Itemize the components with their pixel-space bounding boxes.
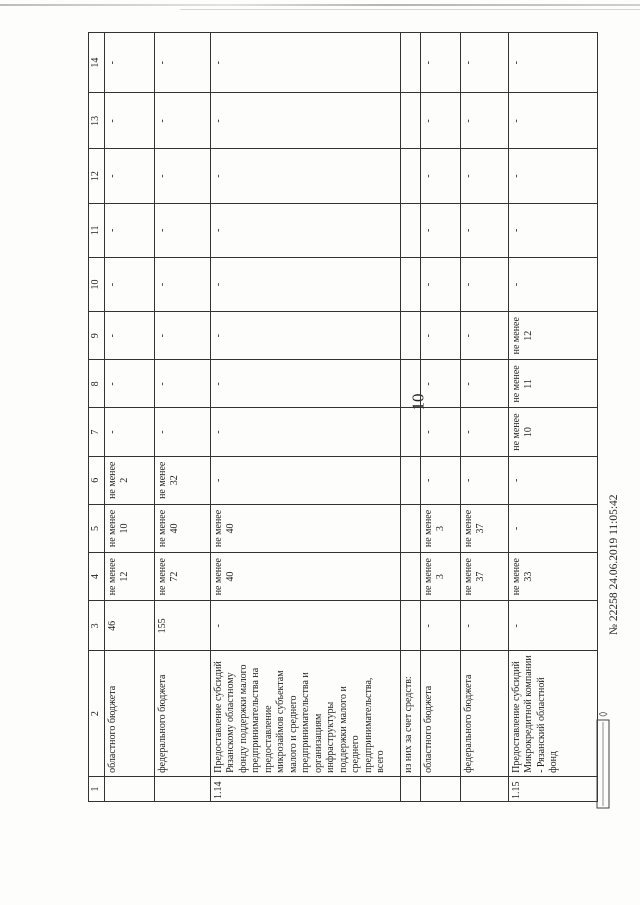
row-description: областного бюджета: [420, 651, 460, 776]
cell: -: [460, 456, 508, 504]
table-row: [460, 33, 508, 802]
cell: [400, 360, 420, 408]
cell: [400, 33, 420, 93]
cell: [400, 601, 420, 651]
cell: -: [210, 93, 400, 149]
cell: -: [104, 312, 154, 360]
row-number: [104, 776, 154, 801]
cell: -: [104, 93, 154, 149]
cell: [400, 456, 420, 504]
column-header: 4: [89, 553, 105, 601]
cell: -: [154, 312, 210, 360]
table-row: [508, 33, 598, 802]
row-description: Предоставление субсидий Рязанскому областному фонду поддержки малого предпринимательства на предоставление микрозаймов субъектам малого и среднего предпринимательства и организациям инфраструктуры поддержки малого и среднего предпринимательства, всего: [210, 651, 400, 776]
cell: [400, 203, 420, 257]
cell: не менее 72: [154, 553, 210, 601]
cell: -: [154, 360, 210, 408]
cell: -: [420, 601, 460, 651]
cell: -: [460, 149, 508, 203]
cell: не менее 10: [104, 504, 154, 552]
row-description: федерального бюджета: [460, 651, 508, 776]
cell: -: [508, 601, 598, 651]
page-number: 10: [408, 393, 428, 411]
cell: -: [104, 33, 154, 93]
cell: -: [104, 149, 154, 203]
cell: -: [508, 456, 598, 504]
cell: не менее 33: [508, 553, 598, 601]
signature-stamp-icon: [593, 712, 613, 812]
cell: 46: [104, 601, 154, 651]
header-row: [89, 33, 105, 802]
cell: -: [210, 408, 400, 456]
cell: -: [210, 312, 400, 360]
cell: [400, 257, 420, 311]
cell: не менее 37: [460, 553, 508, 601]
cell: не менее 3: [420, 553, 460, 601]
cell: -: [154, 257, 210, 311]
cell: -: [508, 93, 598, 149]
cell: не менее 12: [104, 553, 154, 601]
cell: не менее 10: [508, 408, 598, 456]
document-registration-stamp: № 22258 24.06.2019 11:05:42: [608, 494, 620, 635]
column-header: 9: [89, 312, 105, 360]
row-description: из них за счет средств:: [400, 651, 420, 776]
table-row: [154, 33, 210, 802]
cell: -: [210, 33, 400, 93]
cell: -: [460, 257, 508, 311]
row-number: [154, 776, 210, 801]
cell: -: [210, 149, 400, 203]
cell: -: [460, 601, 508, 651]
cell: -: [210, 456, 400, 504]
cell: -: [508, 504, 598, 552]
cell: -: [210, 257, 400, 311]
table-row: [104, 33, 154, 802]
cell: не менее 12: [508, 312, 598, 360]
cell: [400, 93, 420, 149]
cell: -: [420, 312, 460, 360]
scan-artifact: [0, 4, 640, 6]
cell: 155: [154, 601, 210, 651]
table-row: [400, 33, 420, 802]
cell: не менее 32: [154, 456, 210, 504]
cell: не менее 2: [104, 456, 154, 504]
cell: -: [460, 408, 508, 456]
column-header: 7: [89, 408, 105, 456]
column-header: 13: [89, 93, 105, 149]
cell: -: [210, 360, 400, 408]
column-header: 2: [89, 651, 105, 776]
row-number: [420, 776, 460, 801]
cell: -: [460, 33, 508, 93]
cell: -: [154, 408, 210, 456]
cell: не менее 40: [210, 553, 400, 601]
column-header: 14: [89, 33, 105, 93]
column-header: 5: [89, 504, 105, 552]
cell: -: [210, 601, 400, 651]
scan-artifact: [180, 9, 640, 10]
cell: -: [420, 257, 460, 311]
cell: -: [104, 360, 154, 408]
cell: не менее 40: [154, 504, 210, 552]
cell: не менее 37: [460, 504, 508, 552]
cell: -: [460, 203, 508, 257]
column-header: 3: [89, 601, 105, 651]
cell: -: [104, 203, 154, 257]
cell: -: [104, 408, 154, 456]
cell: [400, 149, 420, 203]
table-row: [210, 33, 400, 802]
cell: -: [508, 33, 598, 93]
row-description: областного бюджета: [104, 651, 154, 776]
cell: -: [154, 203, 210, 257]
cell: -: [154, 33, 210, 93]
cell: -: [460, 93, 508, 149]
cell: -: [420, 203, 460, 257]
column-header: 12: [89, 149, 105, 203]
data-table-container: [88, 32, 598, 802]
column-header: 8: [89, 360, 105, 408]
column-header: 10: [89, 257, 105, 311]
cell: -: [420, 149, 460, 203]
cell: -: [420, 408, 460, 456]
row-description: федерального бюджета: [154, 651, 210, 776]
cell: не менее 11: [508, 360, 598, 408]
row-number: [460, 776, 508, 801]
table-row: [420, 33, 460, 802]
cell: -: [460, 312, 508, 360]
row-description: Предоставление субсидий Микрокредитной компании - Рязанский областной фонд: [508, 651, 598, 776]
cell: -: [420, 33, 460, 93]
cell: -: [420, 456, 460, 504]
cell: -: [508, 149, 598, 203]
cell: -: [420, 93, 460, 149]
row-number: 1.14: [210, 776, 400, 801]
row-number: [400, 776, 420, 801]
cell: -: [420, 360, 460, 408]
cell: -: [104, 257, 154, 311]
column-header: 11: [89, 203, 105, 257]
cell: [400, 312, 420, 360]
data-table: [88, 32, 598, 802]
cell: -: [154, 93, 210, 149]
cell: не менее 40: [210, 504, 400, 552]
row-number: 1.15: [508, 776, 598, 801]
cell: -: [508, 203, 598, 257]
cell: [400, 504, 420, 552]
cell: -: [154, 149, 210, 203]
column-header: 6: [89, 456, 105, 504]
cell: -: [210, 203, 400, 257]
cell: -: [460, 360, 508, 408]
column-header: 1: [89, 776, 105, 801]
cell: не менее 3: [420, 504, 460, 552]
cell: [400, 408, 420, 456]
cell: [400, 553, 420, 601]
cell: -: [508, 257, 598, 311]
